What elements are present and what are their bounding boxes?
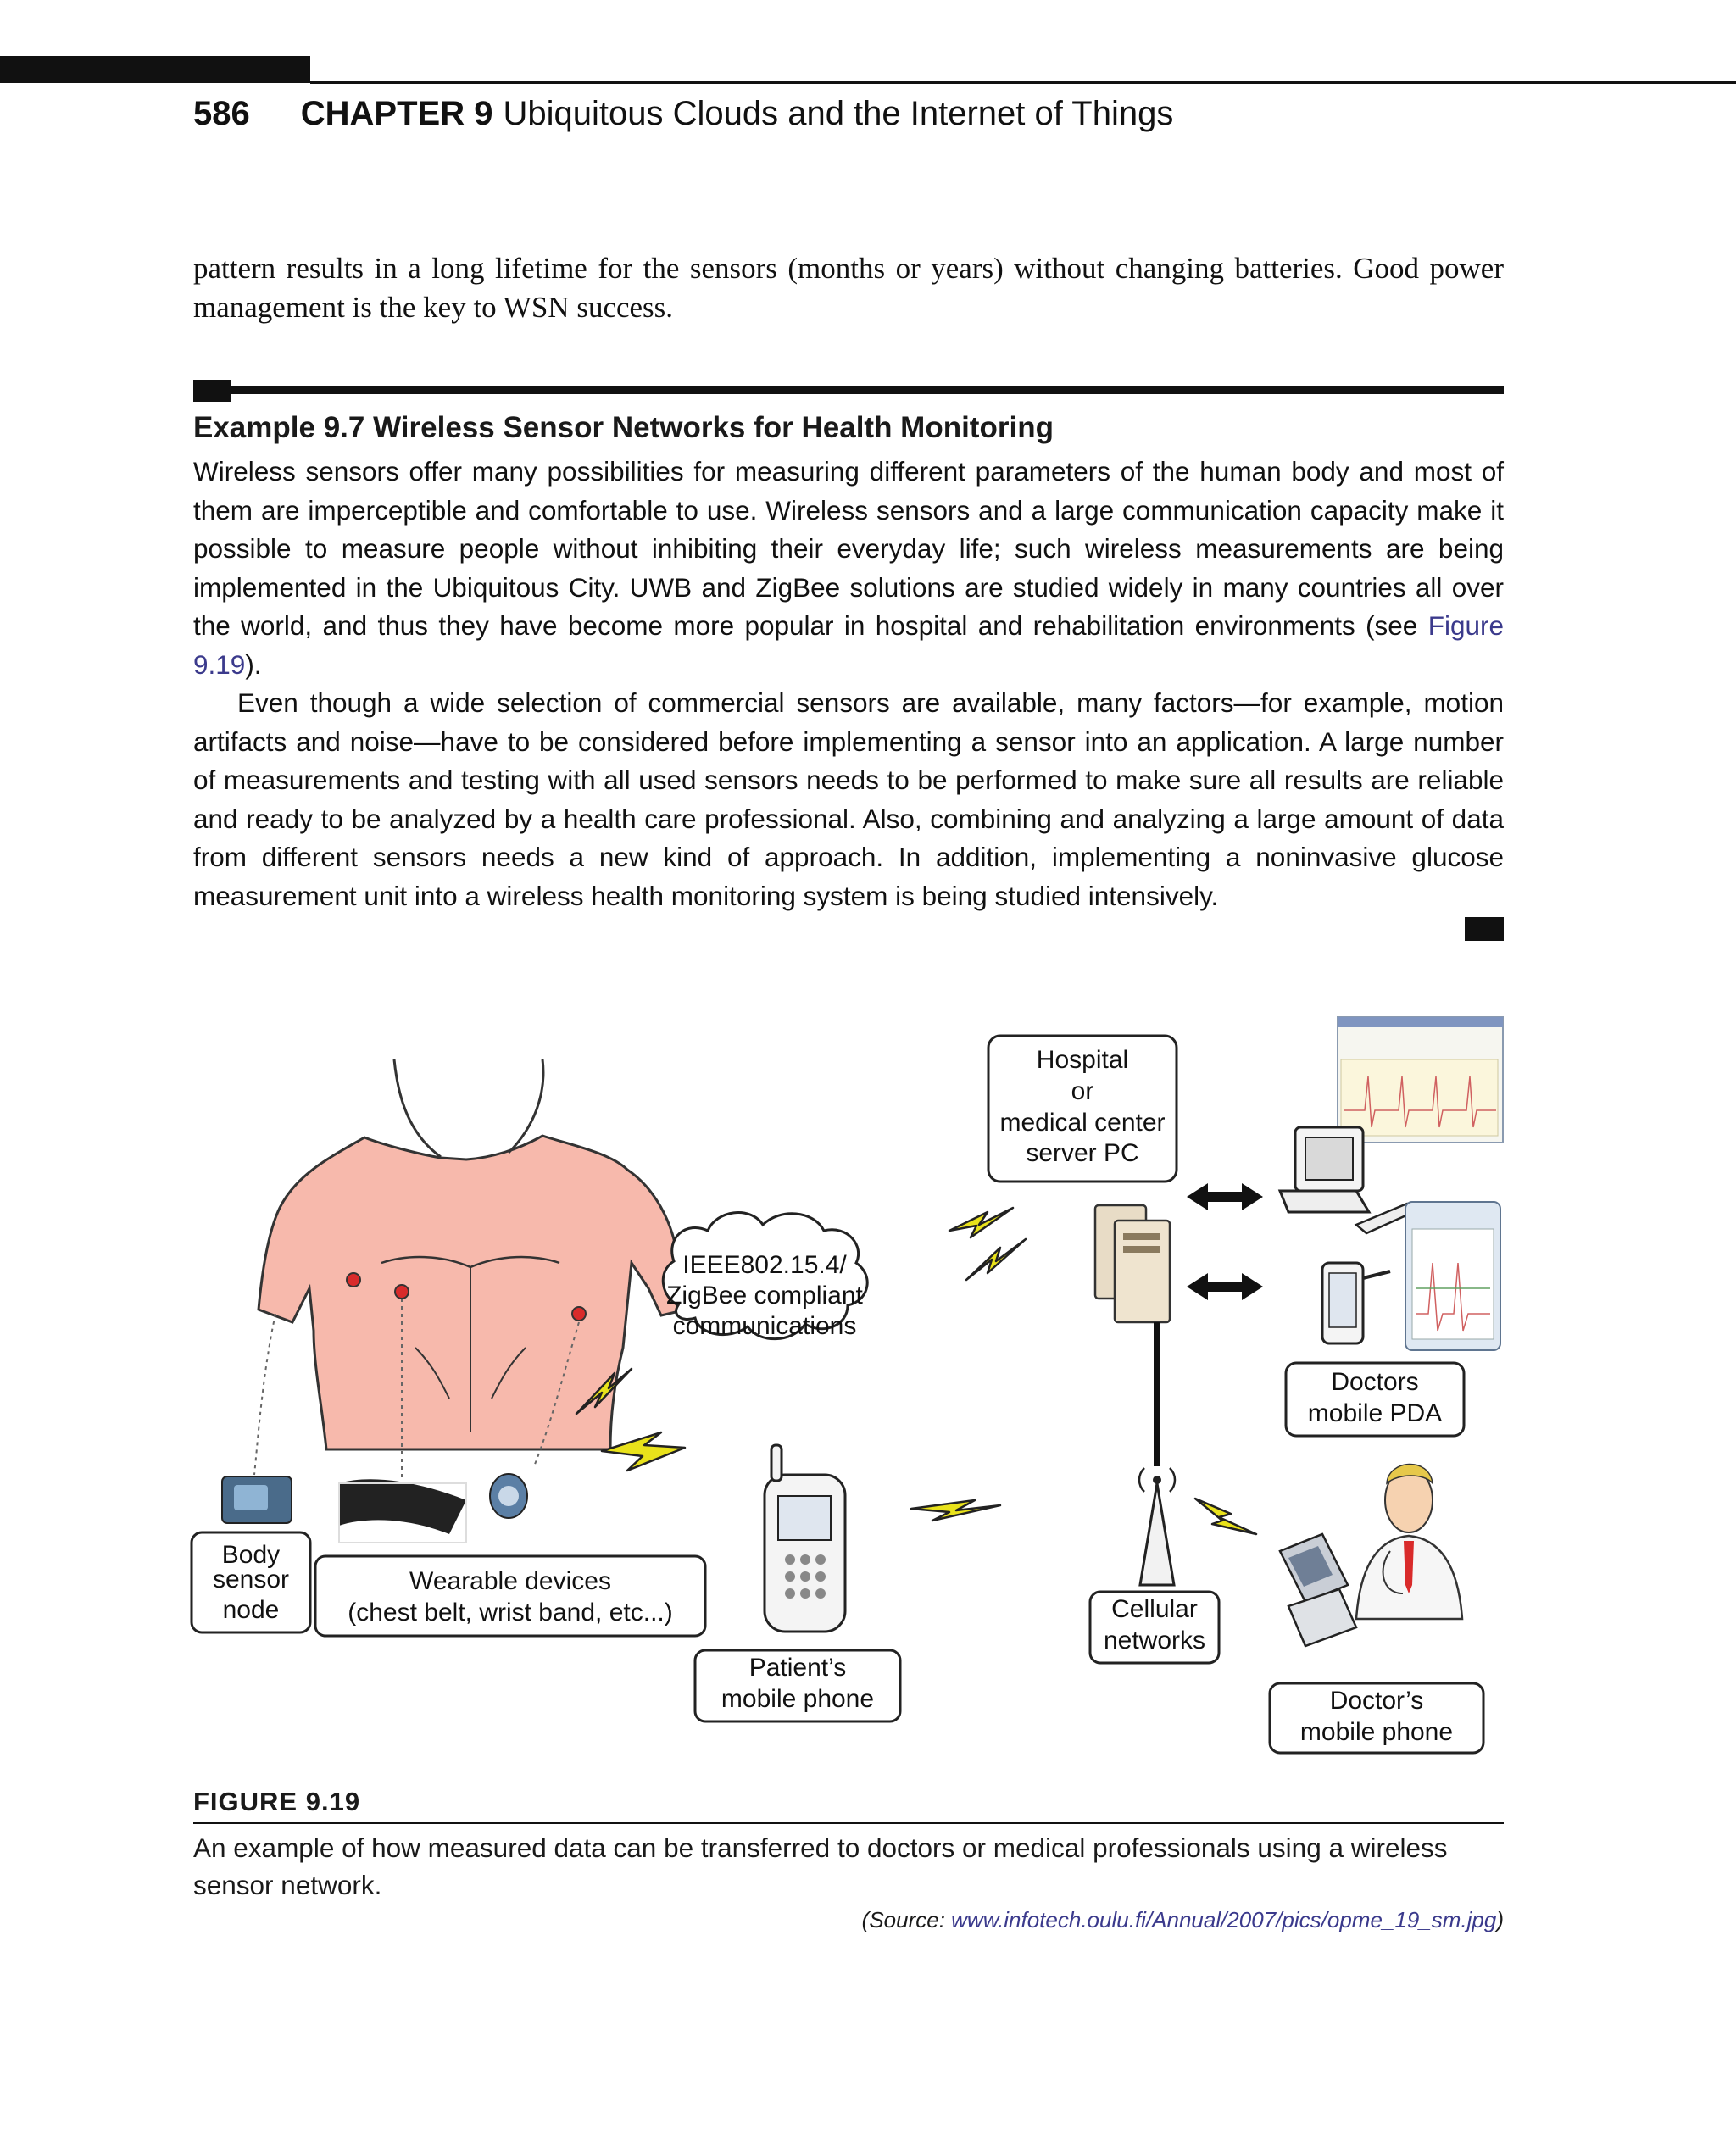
patient-label-2: mobile phone (721, 1684, 875, 1713)
monitoring-software-screenshot (1338, 1017, 1503, 1143)
figure-caption: An example of how measured data can be transferred to doctors or medical professionals using a wireless sensor network. (193, 1832, 1448, 1900)
wear-label-1: Wearable devices (409, 1566, 611, 1595)
pda-label-2: mobile PDA (1307, 1399, 1443, 1427)
cell-label-2: networks (1103, 1626, 1206, 1654)
cloud-label-3: communications (672, 1311, 857, 1340)
cell-label-1: Cellular (1111, 1594, 1198, 1623)
chapter-label: CHAPTER 9 (300, 95, 493, 132)
cloud-label-2: ZigBee compliant (666, 1281, 863, 1310)
example-paragraph-1 (193, 453, 1504, 684)
figure-9-19 (186, 1009, 1509, 1771)
sensor-dot (572, 1307, 586, 1321)
pda-label-1: Doctors (1331, 1367, 1419, 1396)
data-exchange-arrows (1187, 1183, 1263, 1300)
cloud-label-1: IEEE802.15.4/ (682, 1250, 847, 1279)
example-rule (193, 386, 1504, 394)
example-body (193, 453, 1504, 915)
example-title: Example 9.7 Wireless Sensor Networks for Health Monitoring (193, 411, 1054, 444)
pda-device-image (1322, 1202, 1500, 1350)
intro-paragraph: pattern results in a long lifetime for the sensors (months or years) without changing batteries. Good power management is the key to WSN success. (193, 252, 1504, 324)
figure-label: FIGURE 9.19 (193, 1787, 361, 1816)
page-number: 586 (193, 95, 250, 132)
source-url[interactable]: www.infotech.oulu.fi/Annual/2007/pics/opme_19_sm.jpg (951, 1907, 1497, 1932)
lightning-bolt (911, 1500, 1000, 1521)
running-header (193, 95, 1173, 133)
hospital-label-2: or (1071, 1076, 1094, 1105)
header-bar (0, 56, 310, 83)
body-label-1: Body (221, 1540, 281, 1569)
chest-belt-image (339, 1479, 466, 1534)
figure-link[interactable]: Figure 9.19 (193, 610, 1504, 680)
example-end-marker (1465, 917, 1504, 941)
doctor-phone-image (1280, 1534, 1356, 1646)
body-label-3: node (222, 1595, 280, 1624)
hospital-label-4: server PC (1026, 1138, 1139, 1167)
source-prefix: (Source: (861, 1907, 952, 1932)
double-arrow (1187, 1183, 1263, 1210)
lightning-bolt (949, 1208, 1013, 1237)
lightning-bolt (966, 1239, 1026, 1280)
header-rule (310, 81, 1736, 84)
cellular-antenna-image (1139, 1468, 1175, 1585)
example-paragraph-2: Even though a wide selection of commercial sensors are available, many factors—for example, motion artifacts and noise—have to be considered before implementing a sensor into an application. A large number of measurements and testing with all used sensors needs to be performed to make sure all results are reliable and ready to be analyzed by a health care professional. Also, combining and analyzing a large amount of data from different sensors needs a new kind of approach. In addition, implementing a noninvasive glucose measurement unit into a wireless health monitoring system is being studied intensively. (193, 687, 1504, 911)
hospital-label-1: Hospital (1036, 1045, 1129, 1074)
figure-source (193, 1907, 1504, 1933)
patient-label-1: Patient’s (748, 1653, 847, 1682)
lightning-bolt (602, 1432, 685, 1471)
doctor-illustration (1356, 1464, 1462, 1619)
lightning-bolt (1195, 1499, 1256, 1534)
wear-label-2: (chest belt, wrist band, etc...) (348, 1598, 673, 1627)
sensor-dot (347, 1273, 360, 1287)
server-computers-image (1095, 1205, 1170, 1322)
example-p1-text: Wireless sensors offer many possibilities for measuring different parameters of the human body and most of them are imperceptible and comfortable to use. Wireless sensors and a large communication capacity make it possible to measure people without inhibiting their everyday life; such wireless measurements are being implemented in the Ubiquitous City. UWB and ZigBee solutions are studied widely in many countries all over the world, and thus they have become more popular in hospital and rehabilitation environments (see (193, 456, 1504, 641)
example-marker (193, 380, 231, 402)
source-suffix: ) (1496, 1907, 1504, 1932)
docphone-label-2: mobile phone (1299, 1717, 1454, 1746)
example-p1-end: ). (245, 648, 262, 680)
patient-phone-image (765, 1445, 845, 1632)
docphone-label-1: Doctor’s (1329, 1686, 1424, 1715)
caption-rule (193, 1822, 1504, 1824)
hospital-label-3: medical center (999, 1108, 1166, 1137)
chapter-title: Ubiquitous Clouds and the Internet of Things (503, 95, 1174, 132)
body-label-2: sensor (212, 1565, 290, 1593)
double-arrow (1187, 1273, 1263, 1300)
sensor-dot (395, 1285, 409, 1299)
human-torso-illustration (254, 1059, 687, 1483)
